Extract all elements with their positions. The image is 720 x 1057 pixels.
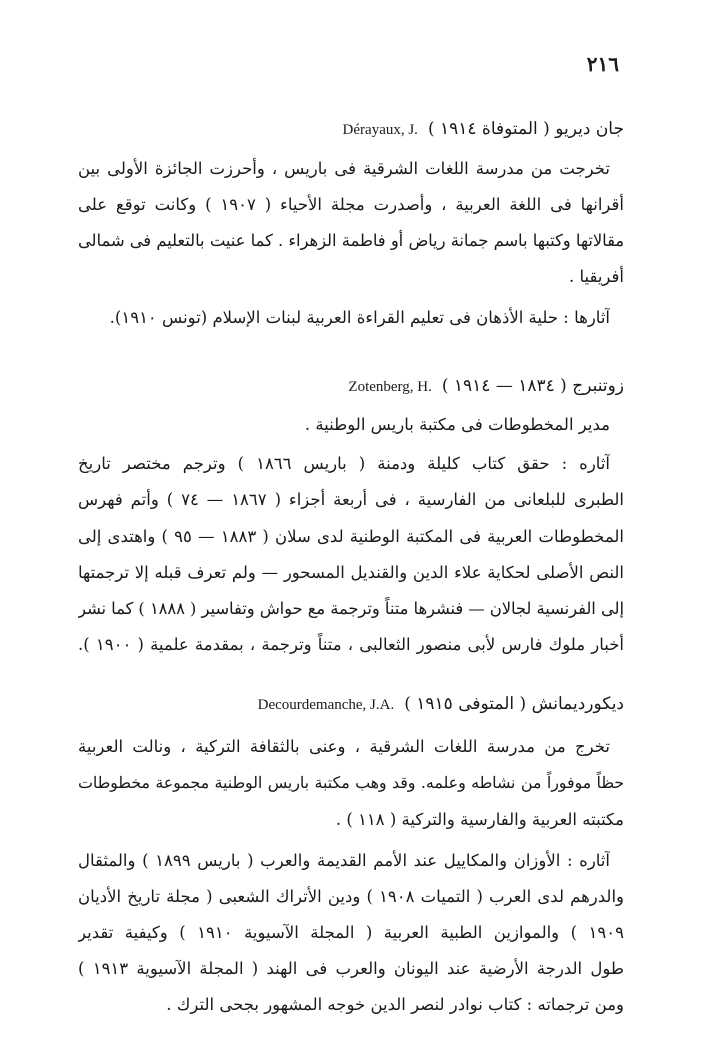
entry-text-line: حظاً موفوراً من نشاطه وعلمه. وقد وهب مكتبة باريس الوطنية مجموعة مخطوطات: [78, 773, 624, 792]
entry-text-line: ومن ترجماته : كتاب نوادر لنصر الدين خوجه المشهور بجحى الترك .: [166, 995, 624, 1014]
entry-heading: [343, 119, 624, 139]
entry-text-line: مقالاتها وكتبها باسم جمانة رياض أو فاطمة الزهراء . كما عنيت بالتعليم فى شمالى: [78, 231, 624, 250]
entry-text-line: ١٩٠٩ ) والموازين الطبية العربية ( المجلة الآسيوية ١٩١٠ ) وكيفية تقدير: [78, 923, 624, 942]
entry-text-line: أقرانها فى اللغة العربية ، وأصدرت مجلة الأحياء ( ١٩٠٧ ) وكانت توقع على: [78, 195, 624, 214]
entry-text-line: النص الأصلى لحكاية علاء الدين والقنديل المسحور — ولم تعرف قبله إلا ترجمتها: [78, 563, 624, 582]
entry-text-line: المخطوطات العربية فى المكتبة الوطنية لدى سلان ( ١٨٨٣ — ٩٥ ) واهتدى إلى: [78, 527, 624, 546]
entry-heading: [258, 694, 624, 714]
entry-heading-arabic: جان ديريو ( المتوفاة ١٩١٤ ): [427, 119, 624, 139]
entry-text-line: إلى الفرنسية لجالان — فنشرها متناً وترجمة مع حواش وتفاسير ( ١٨٨٨ ) كما نشر: [78, 599, 624, 618]
entry-works-line: آثاره : حقق كتاب كليلة ودمنة ( باريس ١٨٦٦ ) وترجم مختصر تاريخ: [78, 454, 610, 473]
entry-text-line: مكتبته العربية والفارسية والتركية ( ١١٨ ) .: [335, 810, 624, 829]
entry-heading-arabic: زوتنبرج ( ١٨٣٤ — ١٩١٤ ): [441, 376, 624, 396]
page-number: ٢١٦: [586, 52, 619, 76]
entry-text-line: الطبرى للبلعانى من الفارسية ، فى أربعة أجزاء ( ١٨٦٧ — ٧٤ ) وأتم فهرس: [78, 490, 624, 509]
entry-heading-latin: Decourdemanche, J.A.: [257, 697, 395, 713]
entry-text-line: أفريقيا .: [568, 267, 624, 286]
entry-works-line: آثارها : حلية الأذهان فى تعليم القراءة العربية لبنات الإسلام (تونس ١٩١٠).: [109, 308, 610, 327]
entry-works-line: آثاره : الأوزان والمكاييل عند الأمم القديمة والعرب ( باريس ١٨٩٩ ) والمثقال: [78, 851, 610, 870]
entry-heading-latin: Dérayaux, J.: [342, 122, 418, 138]
entry-text-line: مدير المخطوطات فى مكتبة باريس الوطنية .: [304, 415, 610, 434]
entry-heading-arabic: ديكورديمانش ( المتوفى ١٩١٥ ): [404, 694, 624, 714]
entry-heading: [348, 376, 624, 396]
entry-text-line: تخرج من مدرسة اللغات الشرقية ، وعنى بالثقافة التركية ، ونالت العربية: [78, 737, 610, 756]
entry-heading-latin: Zotenberg, H.: [348, 379, 432, 395]
entry-text-line: أخبار ملوك فارس لأبى منصور الثعالبى ، متناً وترجمة ، بمقدمة علمية ( ١٩٠٠ ).: [78, 635, 624, 654]
entry-text-line: والدرهم لدى العرب ( التميات ١٩٠٨ ) ودين الأتراك الشعبى ( مجلة تاريخ الأديان: [78, 887, 624, 906]
entry-text-line: طول الدرجة الأرضية عند اليونان والعرب فى الهند ( المجلة الآسيوية ١٩١٣ ): [78, 959, 624, 978]
entry-text-line: تخرجت من مدرسة اللغات الشرقية فى باريس ، وأحرزت الجائزة الأولى بين: [78, 159, 610, 178]
